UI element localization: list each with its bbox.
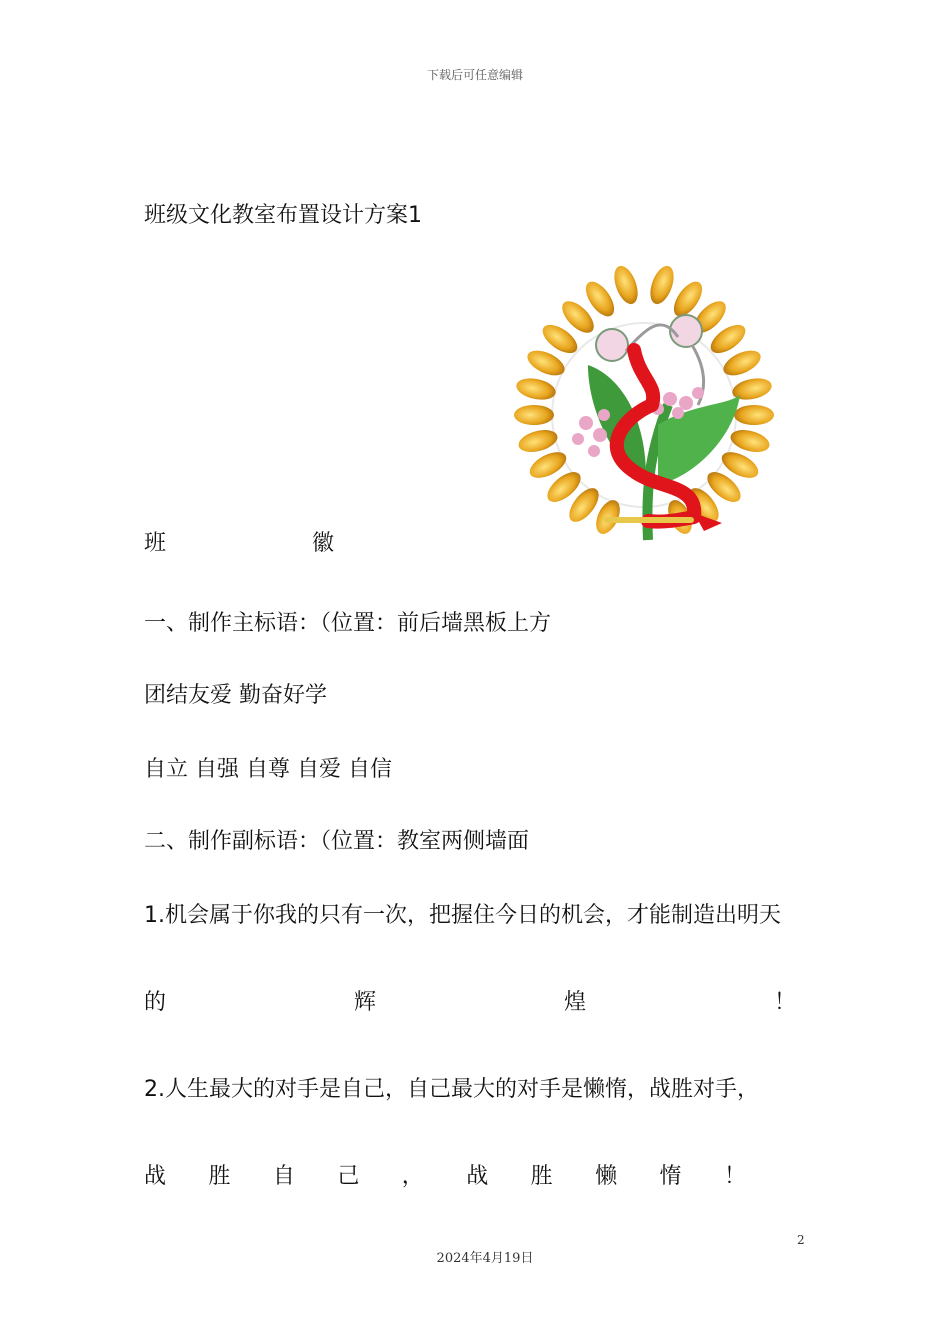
spread-char: 惰 <box>659 1164 682 1189</box>
spread-char: 胜 <box>208 1164 231 1189</box>
spread-char: 战 <box>466 1164 489 1189</box>
spread-char: 辉 <box>353 990 376 1015</box>
header-note: 下载后可任意编辑 <box>426 68 523 82</box>
footer-date: 2024年4月19日 <box>436 1251 534 1266</box>
sub-slogan-2-line2 <box>144 1159 746 1190</box>
spread-char: ！ <box>773 990 796 1015</box>
emblem-caption-char: 徽 <box>311 531 334 556</box>
slogan-line: 团结友爱 勤奋好学 <box>144 683 327 708</box>
page-number: 2 <box>797 1233 805 1247</box>
spread-char: ， <box>401 1164 424 1189</box>
spread-char: 煌 <box>563 990 586 1015</box>
sub-slogan-1-line2 <box>144 985 796 1016</box>
spread-char: 胜 <box>530 1164 553 1189</box>
spread-char: 战 <box>144 1164 167 1189</box>
sub-slogan-1-line1: 1.机会属于你我的只有一次，把握住今日的机会，才能制造出明天 <box>144 903 781 928</box>
spread-char: ！ <box>723 1164 746 1189</box>
spread-char: 己 <box>337 1164 360 1189</box>
spread-char: 的 <box>144 990 167 1015</box>
spread-char: 自 <box>272 1164 295 1189</box>
slogan-line: 自立 自强 自尊 自爱 自信 <box>144 757 392 782</box>
sub-slogan-2-line1: 2.人生最大的对手是自己，自己最大的对手是懒惰，战胜对手， <box>144 1077 759 1102</box>
document-title: 班级文化教室布置设计方案1 <box>144 203 422 228</box>
class-emblem-image <box>508 255 780 545</box>
emblem-caption-char: 班 <box>144 531 167 556</box>
section2-heading: 二、制作副标语：（位置：教室两侧墙面 <box>144 829 530 854</box>
emblem-caption <box>144 526 334 557</box>
section1-heading: 一、制作主标语：（位置：前后墙黑板上方 <box>144 611 552 636</box>
spread-char: 懒 <box>595 1164 618 1189</box>
